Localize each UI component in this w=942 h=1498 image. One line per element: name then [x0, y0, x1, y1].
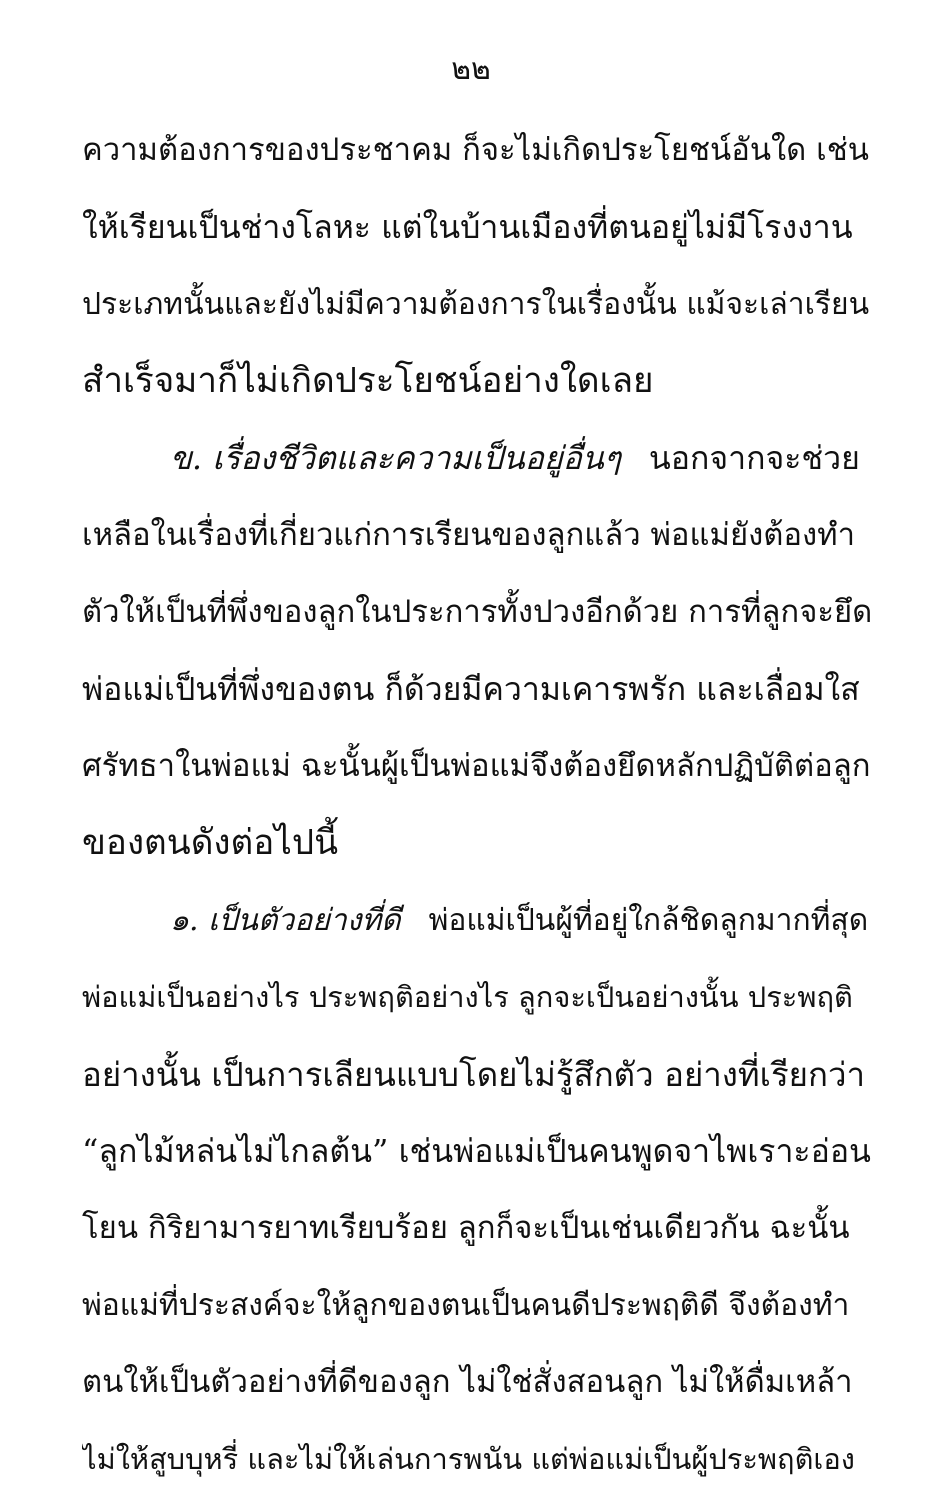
text-line: [82, 1036, 872, 1113]
line-text: พ่อแม่เป็นอย่างไร ประพฤติอย่างไร ลูกจะเป็นอย่างนั้น ประพฤติ: [82, 980, 853, 1014]
line-text: ไม่ให้สูบบุหรี่ และไม่ให้เล่นการพนัน แต่พ่อแม่เป็นผู้ประพฤติเอง: [82, 1442, 855, 1476]
text-line: [82, 343, 872, 420]
line-text: ของตนดังต่อไปนี้: [82, 823, 339, 863]
line-text: ตัวให้เป็นที่พึ่งของลูกในประการทั้งปวงอีกด้วย การที่ลูกจะยึด: [82, 594, 872, 630]
section-heading-line: [82, 420, 872, 497]
line-text: เหลือในเรื่องที่เกี่ยวแก่การเรียนของลูกแล้ว พ่อแม่ยังต้องทำ: [82, 517, 855, 553]
line-text: ศรัทธาในพ่อแม่ ฉะนั้นผู้เป็นพ่อแม่จึงต้องยึดหลักปฏิบัติต่อลูก: [82, 748, 871, 784]
text-line: [82, 497, 872, 574]
text-line: [82, 805, 872, 882]
line-text: นอกจากจะช่วย: [648, 439, 860, 477]
text-line: [82, 1113, 872, 1190]
line-text: พ่อแม่เป็นที่พึ่งของตน ก็ด้วยมีความเคารพรัก และเลื่อมใส: [82, 670, 860, 708]
text-line: [82, 1421, 872, 1498]
line-text: ความต้องการของประชาคม ก็จะไม่เกิดประโยชน์อันใด เช่น: [82, 132, 869, 168]
subsection-heading: ๑. เป็นตัวอย่างที่ดี: [170, 903, 401, 938]
line-text: พ่อแม่ที่ประสงค์จะให้ลูกของตนเป็นคนดีประพฤติดี จึงต้องทำ: [82, 1288, 850, 1323]
subsection-heading-line: [82, 882, 872, 959]
text-line: [82, 959, 872, 1036]
line-text: โยน กิริยามารยาทเรียบร้อย ลูกก็จะเป็นเช่นเดียวกัน ฉะนั้น: [82, 1210, 850, 1246]
text-line: [82, 1190, 872, 1267]
text-line: [82, 728, 872, 805]
text-line: [82, 651, 872, 728]
line-text: พ่อแม่เป็นผู้ที่อยู่ใกล้ชิดลูกมากที่สุด: [428, 903, 869, 938]
line-text: อย่างนั้น เป็นการเลียนแบบโดยไม่รู้สึกตัว อย่างที่เรียกว่า: [82, 1055, 866, 1094]
line-text: ตนให้เป็นตัวอย่างที่ดีของลูก ไม่ใช่สั่งสอนลูก ไม่ให้ดื่มเหล้า: [82, 1364, 853, 1400]
page-number: ๒๒: [451, 52, 491, 87]
text-line: [82, 266, 872, 343]
text-line: [82, 574, 872, 651]
section-heading: ข. เรื่องชีวิตและความเป็นอยู่อื่นๆ: [170, 439, 621, 477]
body-text: [82, 112, 872, 1498]
line-text: สำเร็จมาก็ไม่เกิดประโยชน์อย่างใดเลย: [82, 361, 654, 401]
text-line: [82, 1344, 872, 1421]
text-line: [82, 189, 872, 266]
line-text: ประเภทนั้นและยังไม่มีความต้องการในเรื่องนั้น แม้จะเล่าเรียน: [82, 287, 870, 322]
line-text: ให้เรียนเป็นช่างโลหะ แต่ในบ้านเมืองที่ตนอยู่ไม่มีโรงงาน: [82, 208, 853, 246]
text-line: [82, 112, 872, 189]
line-text: “ลูกไม้หล่นไม่ไกลต้น” เช่นพ่อแม่เป็นคนพูดจาไพเราะอ่อน: [82, 1132, 871, 1170]
text-line: [82, 1267, 872, 1344]
